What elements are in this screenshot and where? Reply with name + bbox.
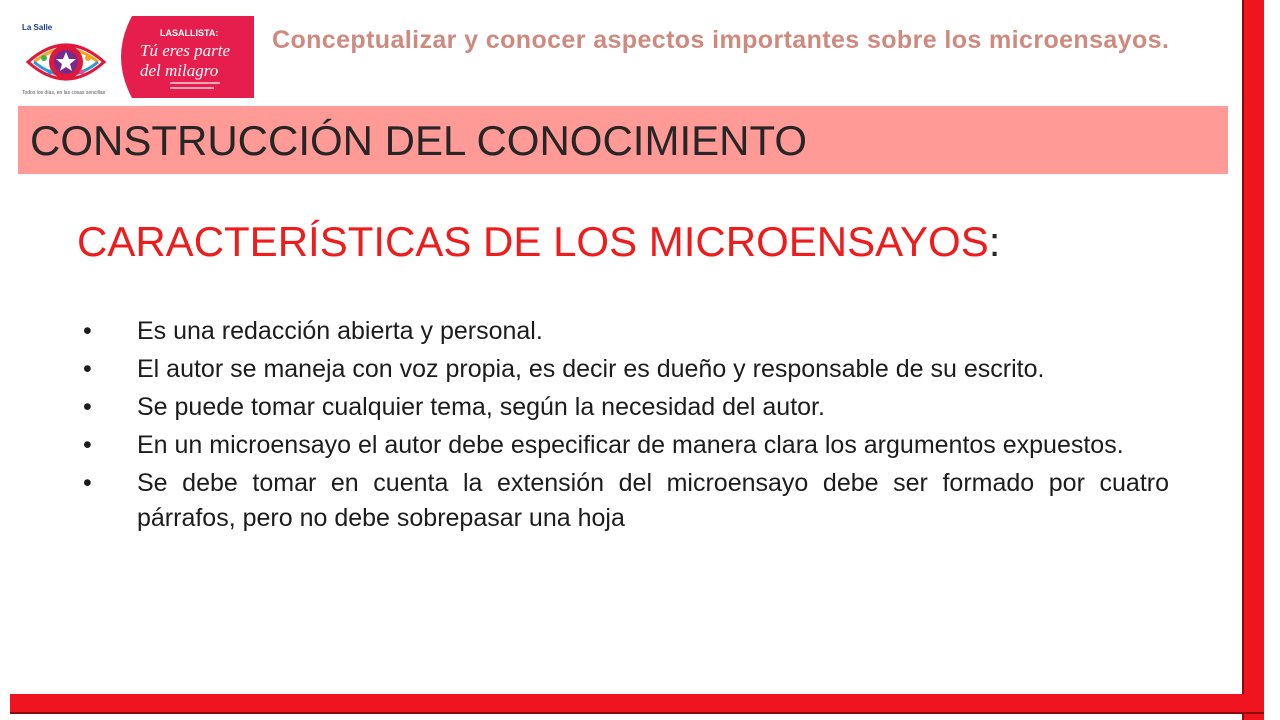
svg-text:La Salle: La Salle [22, 23, 53, 32]
bullet-icon: • [83, 317, 92, 345]
characteristics-list [77, 314, 1169, 539]
bullet-icon: • [83, 431, 92, 459]
banner-line3: del milagro [140, 61, 219, 80]
bullet-icon: • [83, 469, 92, 497]
list-item [77, 428, 1169, 463]
banner-line2: Tú eres parte [140, 41, 231, 60]
bottom-border-shadow [10, 712, 1264, 714]
list-item-text: En un microensayo el autor debe especificar de manera clara los argumentos expuestos. [137, 431, 1124, 459]
section-title: CONSTRUCCIÓN DEL CONOCIMIENTO [30, 117, 808, 164]
list-item [77, 314, 1169, 349]
list-item-text: Se puede tomar cualquier tema, según la necesidad del autor. [137, 393, 825, 421]
list-item-text: El autor se maneja con voz propia, es decir es dueño y responsable de su escrito. [137, 355, 1045, 383]
objective-text: Conceptualizar y conocer aspectos importantes sobre los microensayos. [272, 26, 1170, 54]
section-banner [18, 106, 1228, 174]
bullet-icon: • [83, 355, 92, 383]
bullet-icon: • [83, 393, 92, 421]
list-item-text: Se debe tomar en cuenta la extensión del microensayo debe ser formado por cuatro párrafos, pero no debe sobrepasar una hoja [137, 469, 1169, 532]
heading-colon: : [988, 218, 1001, 265]
la-salle-eye-logo [20, 18, 112, 100]
list-item [77, 466, 1169, 536]
list-item [77, 390, 1169, 425]
right-border-bar [1244, 0, 1264, 720]
heading-text: CARACTERÍSTICAS DE LOS MICROENSAYOS [77, 218, 989, 265]
svg-text:Todos los días, en las cosas s: Todos los días, en las cosas sencillas [22, 90, 106, 96]
bottom-border-bar [10, 694, 1264, 712]
list-item [77, 352, 1169, 387]
lasallista-banner-logo [110, 16, 254, 98]
banner-line1: LASALLISTA: [160, 28, 219, 38]
list-item-text: Es una redacción abierta y personal. [137, 317, 543, 345]
content-heading [77, 214, 1000, 270]
